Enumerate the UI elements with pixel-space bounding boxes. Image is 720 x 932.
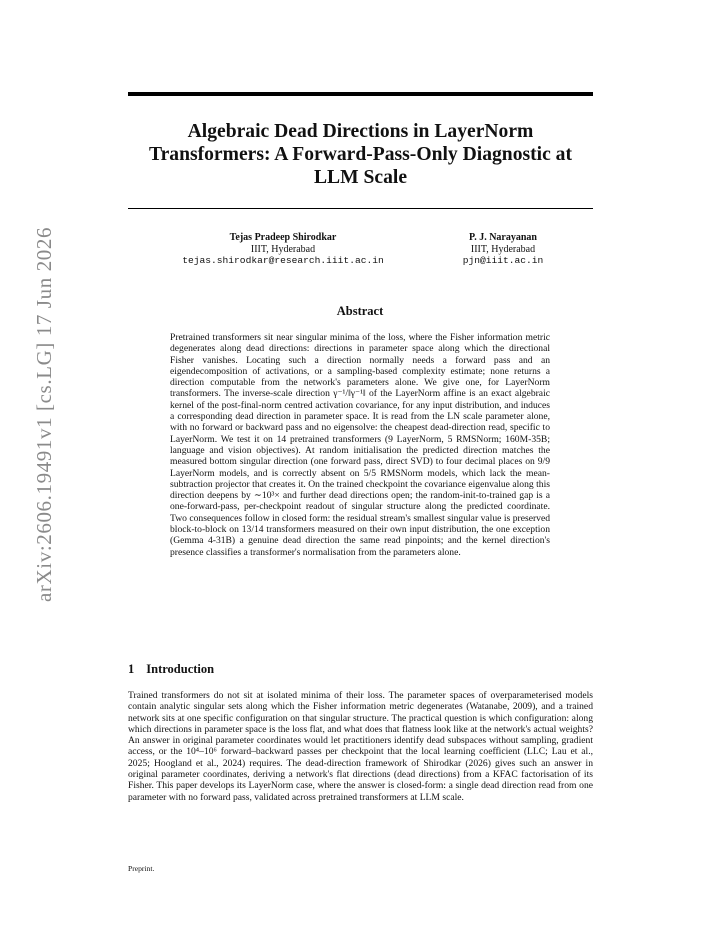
footer-preprint: Preprint. — [128, 864, 155, 873]
introduction-text: Trained transformers do not sit at isolated minima of their loss. The parameter spaces of overparameterised models contain analytic singular sets along which the Fisher information metric degenerates (Watanabe, 2009), and a trained network sits at one specific configuration on that singular structure. The practical question is which configuration: along which directions in parameter space is the loss flat, and what does that flatness look like at the network's actual weights? An answer in original parameter coordinates would let practitioners identify dead subspaces without sampling, gradient access, or the 10⁴–10⁶ forward–backward passes per checkpoint that the local learning coefficient (LLC; Lau et al., 2025; Hoogland et al., 2024) requires. The dead-direction framework of Shirodkar (2026) gives such an answer in original parameter coordinates, deriving a network's flat directions (dead directions) from a KFAC factorisation of its Fisher. This paper develops its LayerNorm case, where the answer is closed-form: a single dead direction read from one parameter with no forward pass, validated across pretrained transformers at LLM scale. — [128, 690, 593, 803]
arxiv-identifier-stamp: arXiv:2606.19491v1 [cs.LG] 17 Jun 2026 — [32, 226, 56, 602]
author-name: Tejas Pradeep Shirodkar — [229, 232, 337, 243]
author-affiliation: IIIT, Hyderabad — [470, 243, 536, 255]
abstract-text: Pretrained transformers sit near singular minima of the loss, where the Fisher information metric degenerates along dead directions: directions in parameter space along which the directional Fisher vanishes. Locating such a direction normally needs a forward pass and an eigendecomposition of activations, or a sampling-based complexity estimate; none returns a direction computable from the network's parameters alone. We give one, for LayerNorm transformers. The inverse-scale direction γ⁻¹/‖γ⁻¹‖ of the LayerNorm affine is an exact algebraic kernel of the post-final-norm centred activation covariance, for any input distribution, and induces a corresponding dead direction in parameter space. It is read from the LN scale parameter alone, with no forward or backward pass and no eigensolve: the cheapest dead-direction read, specific to LayerNorm. We test it on 14 pretrained transformers (9 LayerNorm, 5 RMSNorm; 160M-35B; language and vision objectives). At random initialisation the predicted direction matches the measured bottom singular direction (one forward pass, direct SVD) to four decimal places on 9/9 LayerNorm models, and is correctly absent on 5/5 RMSNorm models, which lack the mean-subtraction projector that creates it. On the trained checkpoint the covariance eigenvalue along this direction deepens by ∼10³× and further dead directions open; the random-init-to-trained gap is a one-forward-pass, per-checkpoint readout of singular structure along the predicted coordinate. Two consequences follow in closed form: the residual stream's smallest singular value is preserved block-to-block on 13/14 transformers measured on their own input distribution, the one exception (Gemma 4-31B) a genuine dead direction the same read pinpoints; and the kernel direction's presence classifies a transformer's normalisation from the parameters alone. — [170, 332, 550, 558]
author-1 — [168, 232, 398, 267]
abstract-heading: Abstract — [336, 304, 384, 318]
title-block — [128, 92, 593, 209]
author-email: tejas.shirodkar@research.iiit.ac.in — [182, 255, 384, 267]
section-number: 1 — [128, 662, 135, 676]
author-email: pjn@iiit.ac.in — [462, 255, 544, 267]
section-heading-introduction — [128, 662, 214, 677]
paper-title: Algebraic Dead Directions in LayerNorm Transformers: A Forward-Pass-Only Diagnostic at LLM Scale — [148, 121, 573, 188]
author-2 — [448, 232, 558, 267]
author-affiliation: IIIT, Hyderabad — [250, 243, 316, 255]
title-bottom-rule — [128, 208, 593, 209]
section-title: Introduction — [146, 662, 215, 676]
author-name: P. J. Narayanan — [469, 232, 537, 243]
title-top-rule — [128, 92, 593, 96]
